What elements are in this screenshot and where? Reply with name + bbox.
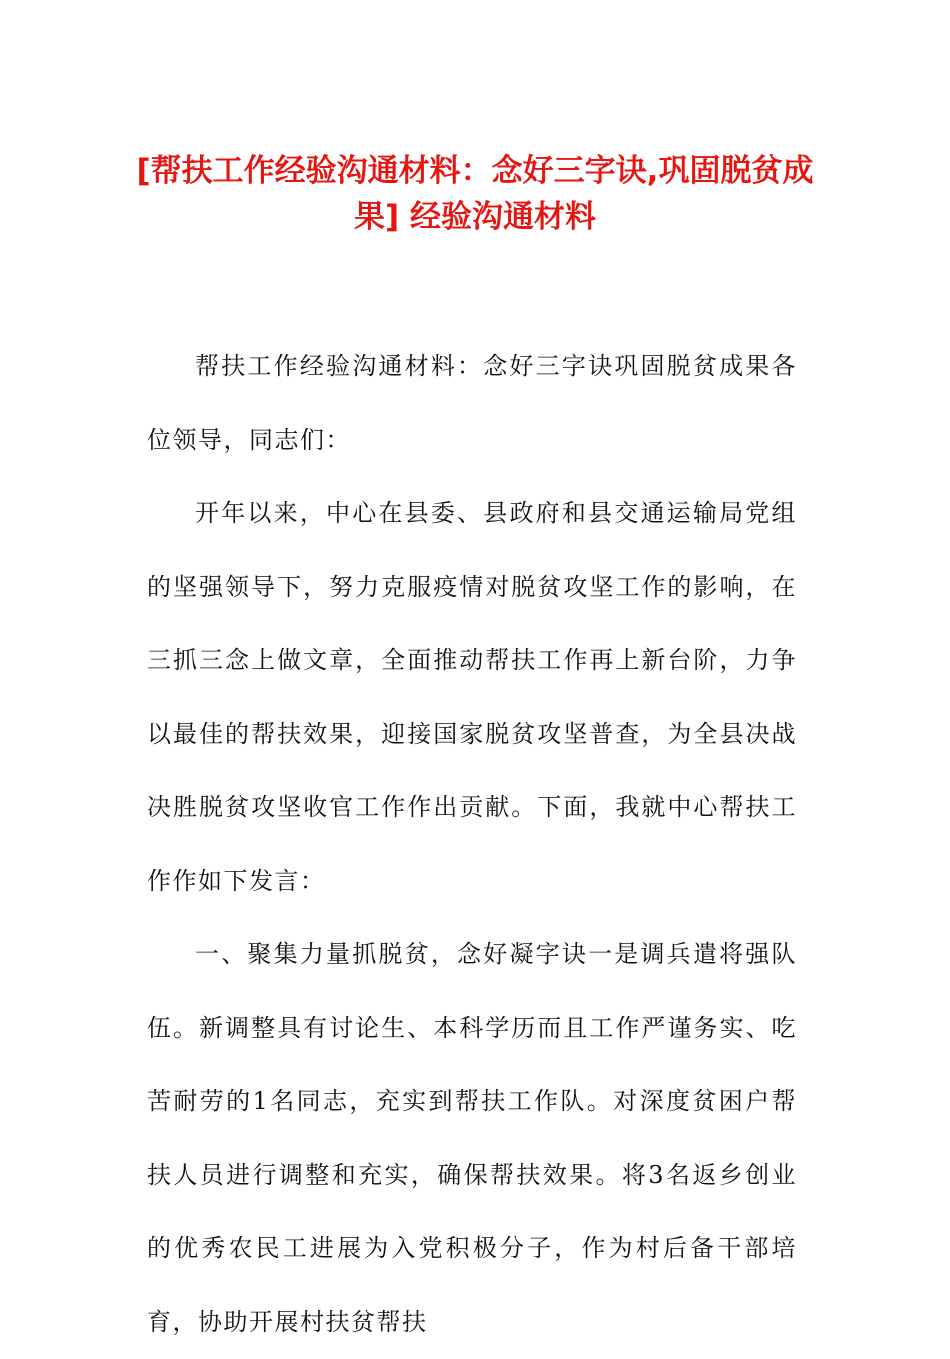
paragraph-intro: 开年以来，中心在县委、县政府和县交通运输局党组的坚强领导下，努力克服疫情对脱贫攻坚工作的影响，在三抓三念上做文章，全面推动帮扶工作再上新台阶，力争以最佳的帮扶效果，迎接国家脱贫攻坚普查，为全县决战决胜脱贫攻坚收官工作作出贡献。下面，我就中心帮扶工作作如下发言： xyxy=(147,499,797,895)
document-body xyxy=(147,330,797,1359)
document-title: [帮扶工作经验沟通材料：念好三字诀,巩固脱贫成果] 经验沟通材料 xyxy=(136,153,814,235)
paragraph-greeting: 帮扶工作经验沟通材料：念好三字诀巩固脱贫成果各位领导，同志们： xyxy=(147,352,797,454)
paragraph-section-one: 一、聚集力量抓脱贫，念好凝字诀一是调兵遣将强队伍。新调整具有讨论生、本科学历而且工作严谨务实、吃苦耐劳的1名同志，充实到帮扶工作队。对深度贫困户帮扶人员进行调整和充实，确保帮扶效果。将3名返乡创业的优秀农民工进展为入党积极分子，作为村后备干部培育，协助开展村扶贫帮扶 xyxy=(147,940,797,1336)
